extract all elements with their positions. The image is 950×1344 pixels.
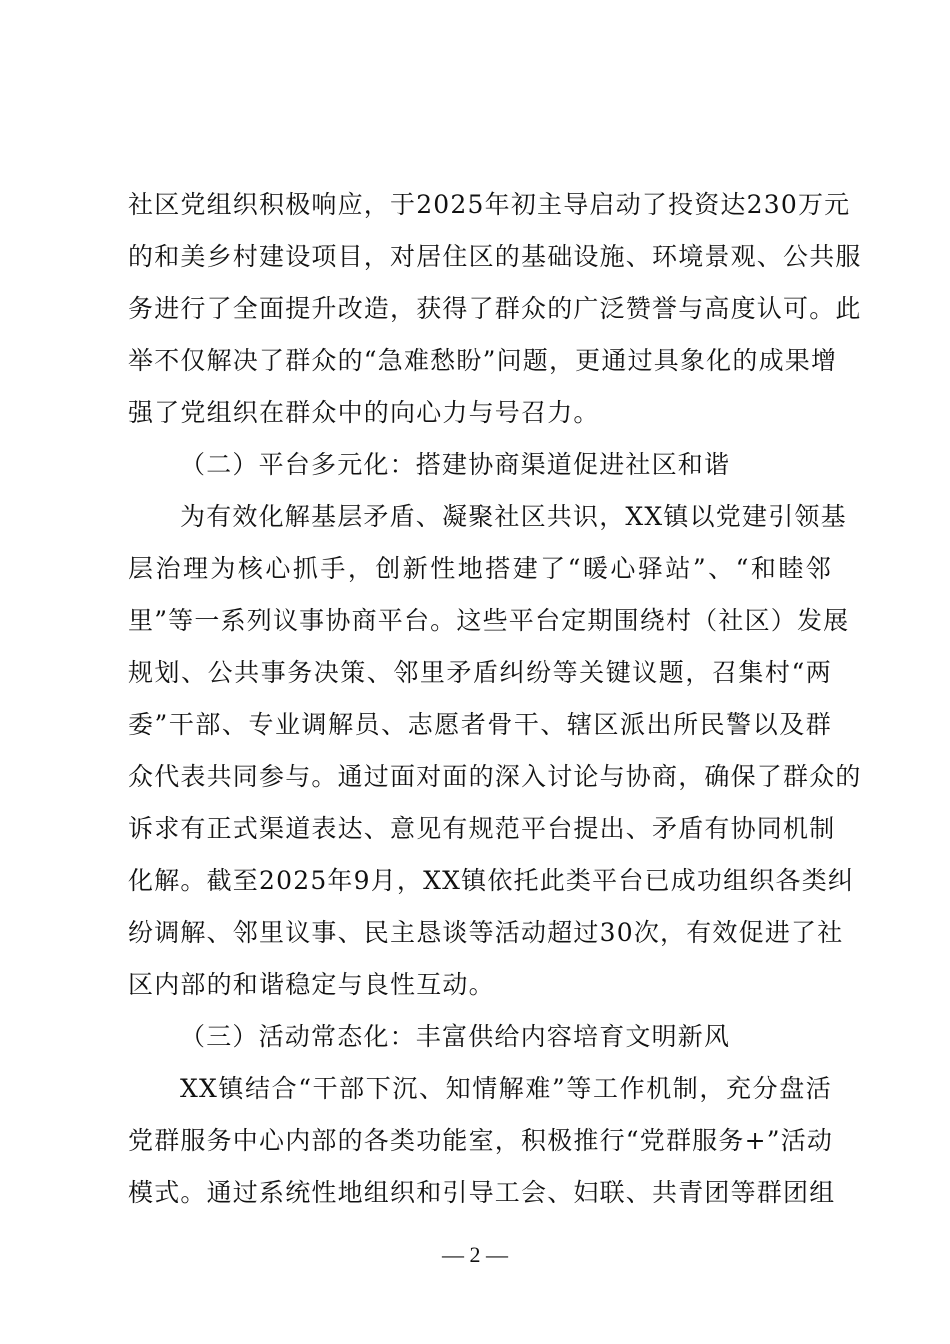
document-page-body (128, 183, 862, 1223)
text-line: 规划、公共事务决策、邻里矛盾纠纷等关键议题，召集村“两 (128, 658, 832, 687)
text-line: 区内部的和谐稳定与良性互动。 (128, 970, 495, 999)
text-line: 化解。截至2025年9月，XX镇依托此类平台已成功组织各类纠 (128, 866, 855, 895)
text-line: 强了党组织在群众中的向心力与号召力。 (128, 398, 600, 427)
text-line: 模式。通过系统性地组织和引导工会、妇联、共青团等群团组 (128, 1178, 836, 1207)
text-line: 社区党组织积极响应，于2025年初主导启动了投资达230万元 (128, 190, 851, 219)
text-line: 委”干部、专业调解员、志愿者骨干、辖区派出所民警以及群 (128, 710, 832, 739)
text-line: 举不仅解决了群众的“急难愁盼”问题，更通过具象化的成果增 (128, 346, 838, 375)
page-number: — 2 — (442, 1242, 508, 1267)
section-heading-platform-diversification: （二）平台多元化：搭建协商渠道促进社区和谐 (180, 450, 731, 479)
text-line: 务进行了全面提升改造，获得了群众的广泛赞誉与高度认可。此 (128, 294, 862, 323)
text-line: 纷调解、邻里议事、民主恳谈等活动超过30次，有效促进了社 (128, 918, 844, 947)
text-line: 层治理为核心抓手，创新性地搭建了“暖心驿站”、“和睦邻 (128, 554, 832, 583)
text-line: 为有效化解基层矛盾、凝聚社区共识，XX镇以党建引领基 (180, 502, 847, 531)
paragraph-platform (128, 495, 862, 1015)
text-line: 的和美乡村建设项目，对居住区的基础设施、环境景观、公共服 (128, 242, 862, 271)
text-line: XX镇结合“干部下沉、知情解难”等工作机制，充分盘活 (180, 1074, 832, 1103)
paragraph-continuation (128, 183, 862, 443)
section-heading-activity-normalization: （三）活动常态化：丰富供给内容培育文明新风 (180, 1022, 731, 1051)
text-line: 里”等一系列议事协商平台。这些平台定期围绕村（社区）发展 (128, 606, 850, 635)
text-line: 党群服务中心内部的各类功能室，积极推行“党群服务+”活动 (128, 1126, 834, 1155)
paragraph-activities (128, 1067, 836, 1223)
text-line: 诉求有正式渠道表达、意见有规范平台提出、矛盾有协同机制 (128, 814, 836, 843)
text-line: 众代表共同参与。通过面对面的深入讨论与协商，确保了群众的 (128, 762, 862, 791)
